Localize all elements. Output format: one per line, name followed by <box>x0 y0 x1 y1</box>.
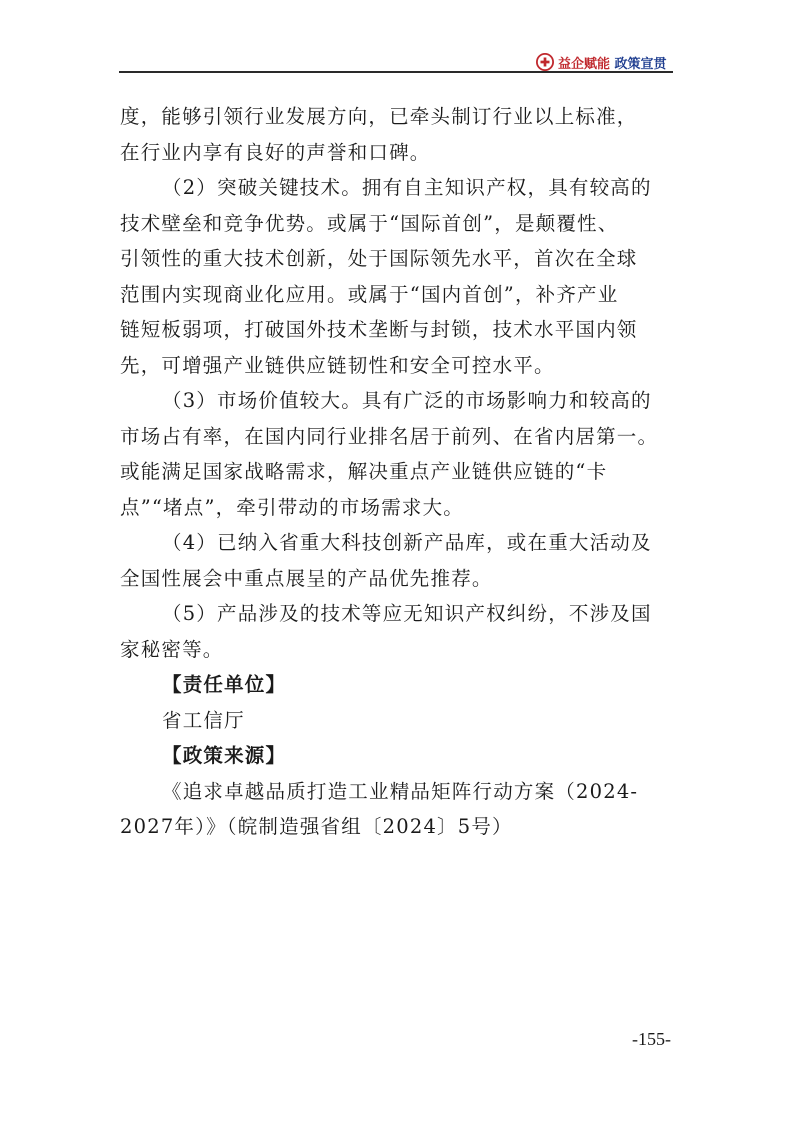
text-line: 链短板弱项，打破国外技术垄断与封锁，技术水平国内领 <box>120 318 638 341</box>
text-line: 或能满足国家战略需求，解决重点产业链供应链的“卡 <box>120 460 608 483</box>
text-line: 全国性展会中重点展呈的产品优先推荐。 <box>120 566 493 590</box>
logo-text-blue: 政策宣贯 <box>614 56 667 72</box>
section-heading-responsible-unit: 【责任单位】 <box>162 673 287 696</box>
header-logo <box>536 52 667 72</box>
text-line: 《追求卓越品质打造工业精品矩阵行动方案（2024- <box>162 779 639 803</box>
text-line: 省工信厅 <box>162 708 245 732</box>
text-line: （4）已纳入省重大科技创新产品库，或在重大活动及 <box>162 531 652 554</box>
text-line: 度，能够引领行业发展方向，已牵头制订行业以上标准， <box>120 105 638 128</box>
text-line: 范围内实现商业化应用。或属于“国内首创”，补齐产业 <box>120 282 619 306</box>
text-line: 先，可增强产业链供应链韧性和安全可控水平。 <box>120 353 555 377</box>
text-line: 技术壁垒和竞争优势。或属于“国际首创”，是颠覆性、 <box>120 211 619 235</box>
logo-text <box>558 53 667 72</box>
text-line: 市场占有率，在国内同行业排名居于前列、在省内居第一。 <box>120 424 659 448</box>
section-heading-policy-source: 【政策来源】 <box>162 744 287 767</box>
body-text <box>120 99 680 845</box>
text-line: （2）突破关键技术。拥有自主知识产权，具有较高的 <box>162 176 652 199</box>
header-rule <box>119 71 673 73</box>
text-line: 在行业内享有良好的声誉和口碑。 <box>120 140 431 164</box>
text-line: 2027年）》（皖制造强省组〔2024〕5号） <box>120 815 513 838</box>
text-line: （5）产品涉及的技术等应无知识产权纠纷，不涉及国 <box>162 602 652 625</box>
logo-emblem-icon <box>536 53 554 71</box>
page-number: -155- <box>632 1029 671 1049</box>
logo-text-red: 益企赋能 <box>558 56 611 72</box>
text-line: （3）市场价值较大。具有广泛的市场影响力和较高的 <box>162 389 652 412</box>
text-line: 引领性的重大技术创新，处于国际领先水平，首次在全球 <box>120 247 638 270</box>
text-line: 点”“堵点”，牵引带动的市场需求大。 <box>120 495 465 519</box>
text-line: 家秘密等。 <box>120 637 224 661</box>
